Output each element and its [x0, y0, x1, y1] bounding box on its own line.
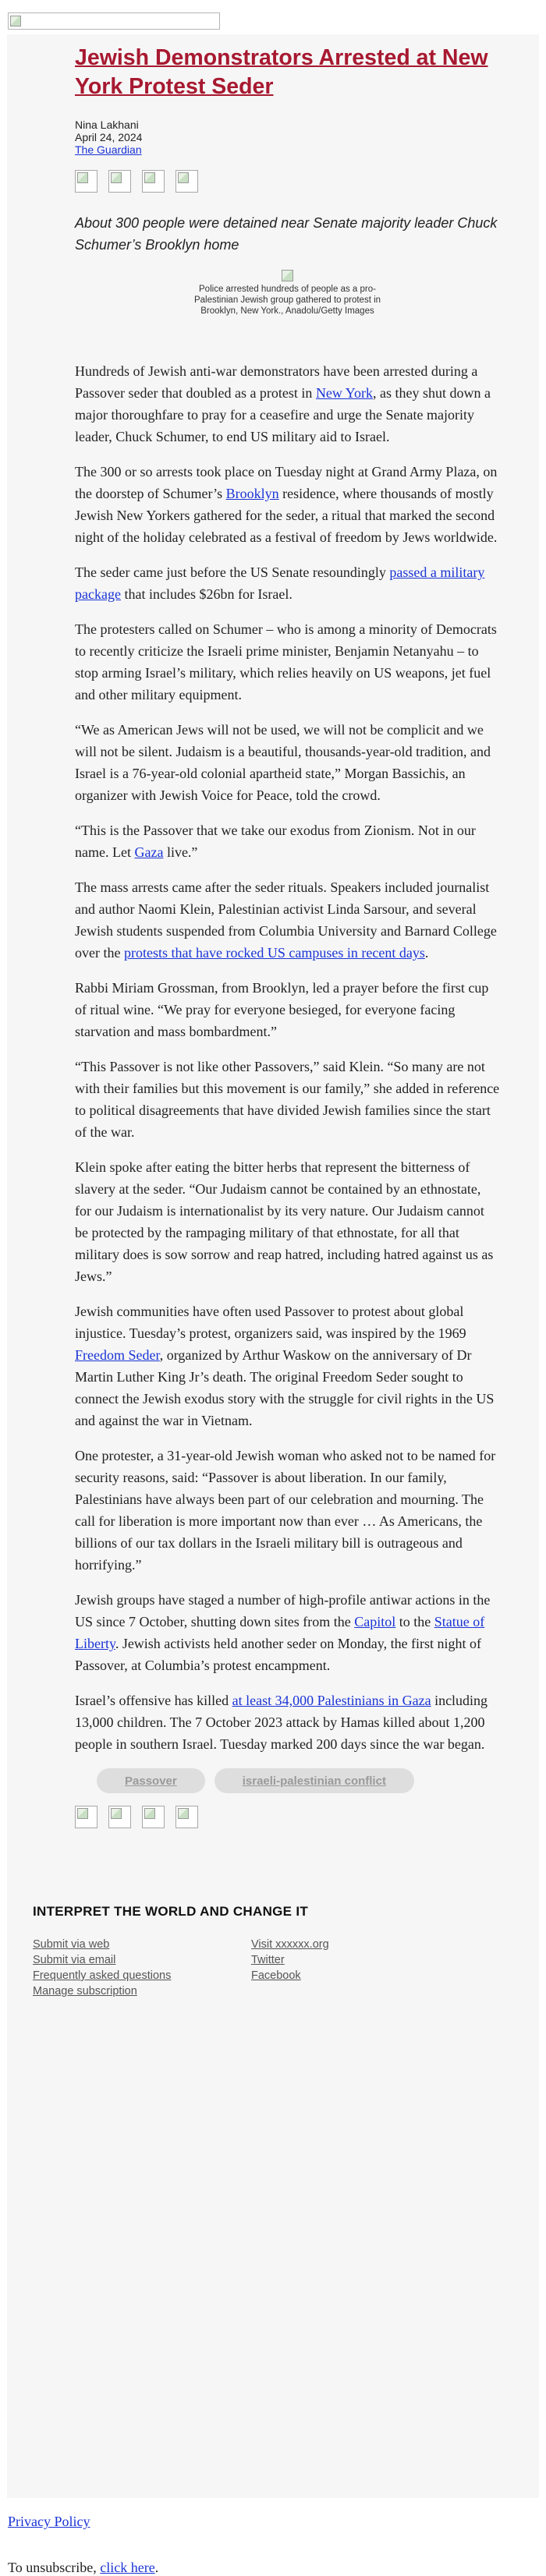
article-paragraph	[75, 1589, 500, 1676]
article-paragraph	[75, 719, 500, 806]
broken-image-icon	[178, 1808, 189, 1819]
paragraph-text: Jewish communities have often used Passover to protest about global injustice. Tuesday’s protest, organizers said, was inspired by the 1969	[75, 1304, 466, 1341]
inline-link[interactable]: Capitol	[354, 1614, 396, 1629]
article-paragraph	[75, 461, 500, 548]
broken-image-icon	[111, 172, 122, 183]
article-paragraph	[75, 1156, 500, 1287]
broken-image-icon	[10, 16, 21, 27]
share-buttons-bottom	[75, 1806, 500, 1829]
footer-link[interactable]: Visit xxxxxx.org	[251, 1938, 329, 1951]
footer-link[interactable]: Frequently asked questions	[33, 1969, 172, 1982]
footer-title: INTERPRET THE WORLD AND CHANGE IT	[33, 1904, 309, 1919]
share-button-4[interactable]	[176, 1806, 198, 1828]
article-paragraph	[75, 977, 500, 1042]
share-button-2[interactable]	[108, 170, 131, 193]
footer-links-left	[33, 1937, 251, 1999]
paragraph-text: Klein spoke after eating the bitter herbs that represent the bitterness of slavery at the seder. “Our Judaism cannot be contained by an ethnostate, for our Judaism is internationalist by its very nature. Our Judaism cannot be protected by the rampaging military of that ethnostate, for all that military does is sow sorrow and reap hatred, including hatred against us as Jews.”	[75, 1159, 494, 1284]
article-body	[75, 360, 500, 1755]
inline-link[interactable]: Statue of Liberty	[75, 1614, 485, 1651]
share-button-2[interactable]	[108, 1806, 131, 1828]
paragraph-text: One protester, a 31-year-old Jewish woman who asked not to be named for security reasons, said: “Passover is about liberation. In our family, Palestinians have always been part of our celebration and mourning. The call for liberation is more important now than ever … As Americans, the billions of our tax dollars in the Israeli military bill is outrageous and horrifying.”	[75, 1448, 496, 1573]
email-content	[7, 34, 539, 2498]
share-buttons-top	[75, 170, 500, 193]
article-paragraph	[75, 618, 500, 706]
article-paragraph	[75, 561, 500, 605]
article-meta	[75, 119, 500, 156]
inline-link[interactable]: New York	[315, 385, 373, 401]
footer-link[interactable]: Facebook	[251, 1969, 301, 1982]
tag-pill[interactable]: israeli-palestinian conflict	[214, 1768, 414, 1793]
paragraph-text: Jewish groups have staged a number of high-profile antiwar actions in the US since 7 October, shutting down sites from the	[75, 1592, 491, 1629]
banner-image	[8, 12, 220, 30]
header-banner	[0, 0, 546, 34]
article-paragraph	[75, 876, 500, 964]
article-figure	[75, 270, 500, 317]
image-caption: Police arrested hundreds of people as a pro-Palestinian Jewish group gathered to protest in Brooklyn, New York., Anadolu/Getty Images	[193, 285, 381, 316]
footer-link[interactable]: Submit via email	[33, 1954, 116, 1966]
article-paragraph	[75, 1690, 500, 1755]
paragraph-text: Rabbi Miriam Grossman, from Brooklyn, led a prayer before the first cup of ritual wine. “We pray for everyone besieged, for everyone facing starvation and mass bombardment.”	[75, 980, 489, 1039]
paragraph-text: Hundreds of Jewish anti-war demonstrators have been arrested during a Passover seder that doubled as a protest in	[75, 363, 478, 401]
tag-pill[interactable]: Passover	[97, 1768, 205, 1793]
paragraph-text: “We as American Jews will not be used, we will not be complicit and we will not be silent. Judaism is a beautiful, thousands-year-old tradition, and Israel is a 76-year-old colonial apartheid state,” Morgan Bassichis, an organizer with Jewish Voice for Peace, told the crowd.	[75, 722, 491, 803]
paragraph-text: The seder came just before the US Senate resoundingly	[75, 564, 390, 580]
paragraph-text: The protesters called on Schumer – who is among a minority of Democrats to recently criticize the Israeli prime minister, Benjamin Netanyahu – to stop arming Israel’s military, which relies heavily on US weapons, jet fuel and other military equipment.	[75, 621, 497, 702]
broken-image-icon	[77, 1808, 88, 1819]
inline-link[interactable]: at least 34,000 Palestinians in Gaza	[232, 1693, 431, 1708]
footer-link[interactable]: Manage subscription	[33, 1985, 137, 1997]
inline-link[interactable]: Brooklyn	[225, 486, 279, 501]
author: Nina Lakhani	[75, 119, 139, 131]
broken-image-icon	[144, 1808, 155, 1819]
unsubscribe-line	[8, 2560, 546, 2576]
share-button-4[interactable]	[176, 170, 198, 193]
inline-link[interactable]: protests that have rocked US campuses in recent days	[123, 945, 425, 961]
broken-image-icon	[111, 1808, 122, 1819]
paragraph-text: residence, where thousands of mostly Jewish New Yorkers gathered for the seder, a ritual that marked the second night of the holiday celebrated as a festival of freedom by Jews worldwide.	[75, 486, 498, 545]
paragraph-text: . Jewish activists held another seder on Monday, the first night of Passover, at Columbia’s protest encampment.	[75, 1636, 482, 1673]
article-image	[282, 270, 293, 281]
article-headline[interactable]: Jewish Demonstrators Arrested at New York Protest Seder	[75, 45, 488, 99]
paragraph-text: Israel’s offensive has killed	[75, 1693, 232, 1708]
privacy-policy-link[interactable]: Privacy Policy	[8, 2514, 90, 2529]
inline-link[interactable]: passed a military package	[75, 564, 485, 602]
footer-link[interactable]: Submit via web	[33, 1938, 110, 1951]
share-button-1[interactable]	[75, 170, 98, 193]
broken-image-icon	[178, 172, 189, 183]
unsubscribe-end: .	[154, 2560, 159, 2575]
article-paragraph	[75, 819, 500, 863]
share-button-3[interactable]	[142, 170, 165, 193]
share-button-3[interactable]	[142, 1806, 165, 1828]
inline-link[interactable]: Gaza	[134, 844, 164, 860]
source-link[interactable]: The Guardian	[75, 143, 142, 156]
paragraph-text: .	[424, 945, 429, 961]
paragraph-text: “This Passover is not like other Passovers,” said Klein. “So many are not with their families but this movement is our family,” she added in reference to political disagreements that have divided Jewish families since the start of the war.	[75, 1059, 500, 1140]
article-paragraph	[75, 1300, 500, 1431]
standfirst: About 300 people were detained near Senate majority leader Chuck Schumer’s Brooklyn home	[75, 215, 498, 253]
paragraph-text: The mass arrests came after the seder rituals. Speakers included journalist and author Naomi Klein, Palestinian activist Linda Sarsour, and several Jewish students suspended from Columbia University and Barnard College over the	[75, 879, 497, 961]
unsubscribe-link[interactable]: click here	[100, 2560, 155, 2575]
article-paragraph	[75, 1445, 500, 1576]
newsletter-footer	[33, 1904, 470, 1999]
paragraph-text: including 13,000 children. The 7 October 2023 attack by Hamas killed about 1,200 people in southern Israel. Tuesday marked 200 days since the war began.	[75, 1693, 488, 1752]
inline-link[interactable]: Freedom Seder	[75, 1347, 160, 1363]
paragraph-text: The 300 or so arrests took place on Tuesday night at Grand Army Plaza, on the doorstep of Schumer’s	[75, 464, 498, 501]
paragraph-text: , organized by Arthur Waskow on the anniversary of Dr Martin Luther King Jr’s death. The original Freedom Seder sought to connect the Jewish exodus story with the struggle for civil rights in the US and against the war in Vietnam.	[75, 1347, 495, 1428]
paragraph-text: that includes $26bn for Israel.	[120, 586, 292, 602]
paragraph-text: “This is the Passover that we take our exodus from Zionism. Not in our name. Let	[75, 823, 476, 860]
paragraph-text: , as they shut down a major thoroughfare to pray for a ceasefire and urge the Senate majority leader, Chuck Schumer, to end US military aid to Israel.	[75, 385, 491, 444]
article-paragraph	[75, 360, 500, 448]
footer-link[interactable]: Twitter	[251, 1954, 285, 1966]
share-button-1[interactable]	[75, 1806, 98, 1828]
publish-date: April 24, 2024	[75, 131, 143, 143]
paragraph-text: live.”	[163, 844, 198, 860]
article-paragraph	[75, 1056, 500, 1143]
paragraph-text: to the	[395, 1614, 434, 1629]
tag-list	[97, 1768, 500, 1793]
broken-image-icon	[144, 172, 155, 183]
legal-links	[0, 2498, 546, 2576]
unsubscribe-text: To unsubscribe,	[8, 2560, 101, 2575]
footer-links-right	[251, 1937, 470, 1999]
broken-image-icon	[77, 172, 88, 183]
